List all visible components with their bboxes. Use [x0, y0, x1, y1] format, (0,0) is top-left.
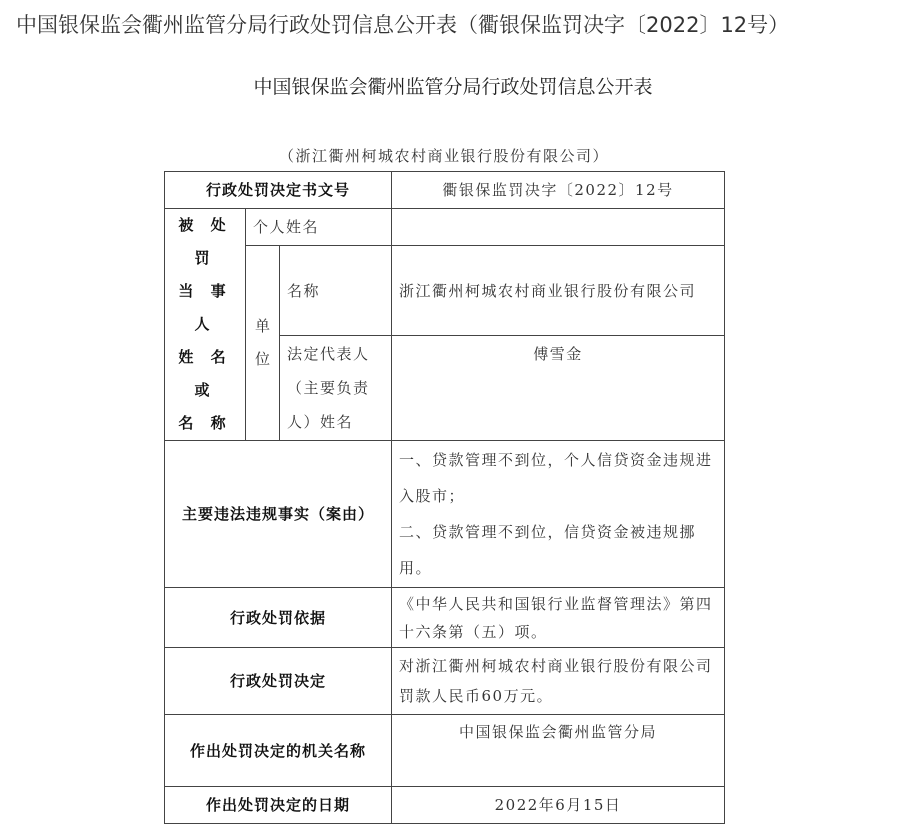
violation-facts-label: 主要违法违规事实（案由） [165, 441, 392, 588]
authority-value: 中国银保监会衢州监管分局 [392, 715, 725, 787]
legal-basis-value: 《中华人民共和国银行业监督管理法》第四十六条第（五）项。 [392, 588, 725, 648]
penalty-info-table [164, 171, 725, 824]
legal-representative-label: 法定代表人（主要负责人）姓名 [280, 336, 392, 441]
individual-name-label: 个人姓名 [246, 209, 392, 246]
individual-name-value [392, 209, 725, 246]
unit-name-label: 名称 [280, 246, 392, 336]
table-heading: 中国银保监会衢州监管分局行政处罚信息公开表 [253, 76, 653, 98]
bank-name: （浙江衢州柯城农村商业银行股份有限公司） [278, 147, 609, 165]
row-legal-basis [165, 588, 725, 648]
violation-fact-2: 二、贷款管理不到位，信贷资金被违规挪用。 [399, 523, 697, 577]
row-penalty-decision [165, 648, 725, 715]
page-title: 中国银保监会衢州监管分局行政处罚信息公开表（衢银保监罚决字〔2022〕12号） [16, 13, 790, 37]
row-decision-date [165, 787, 725, 824]
authority-label: 作出处罚决定的机关名称 [165, 715, 392, 787]
row-unit-name [165, 246, 725, 336]
doc-number-label: 行政处罚决定书文号 [165, 172, 392, 209]
legal-representative-value: 傅雪金 [392, 336, 725, 441]
penalty-decision-value: 对浙江衢州柯城农村商业银行股份有限公司罚款人民币60万元。 [392, 648, 725, 715]
party-label: 被 处 罚 当 事 人 姓 名 或 名 称 [165, 209, 246, 441]
unit-name-value: 浙江衢州柯城农村商业银行股份有限公司 [392, 246, 725, 336]
row-authority [165, 715, 725, 787]
row-individual-name [165, 209, 725, 246]
unit-label: 单 位 [246, 246, 280, 441]
legal-basis-label: 行政处罚依据 [165, 588, 392, 648]
violation-fact-1: 一、贷款管理不到位，个人信贷资金违规进入股市； [399, 451, 713, 505]
row-doc-number [165, 172, 725, 209]
decision-date-label: 作出处罚决定的日期 [165, 787, 392, 824]
decision-date-value: 2022年6月15日 [392, 787, 725, 824]
violation-facts-value [392, 441, 725, 588]
row-violation-facts [165, 441, 725, 588]
penalty-decision-label: 行政处罚决定 [165, 648, 392, 715]
doc-number-value: 衢银保监罚决字〔2022〕12号 [392, 172, 725, 209]
